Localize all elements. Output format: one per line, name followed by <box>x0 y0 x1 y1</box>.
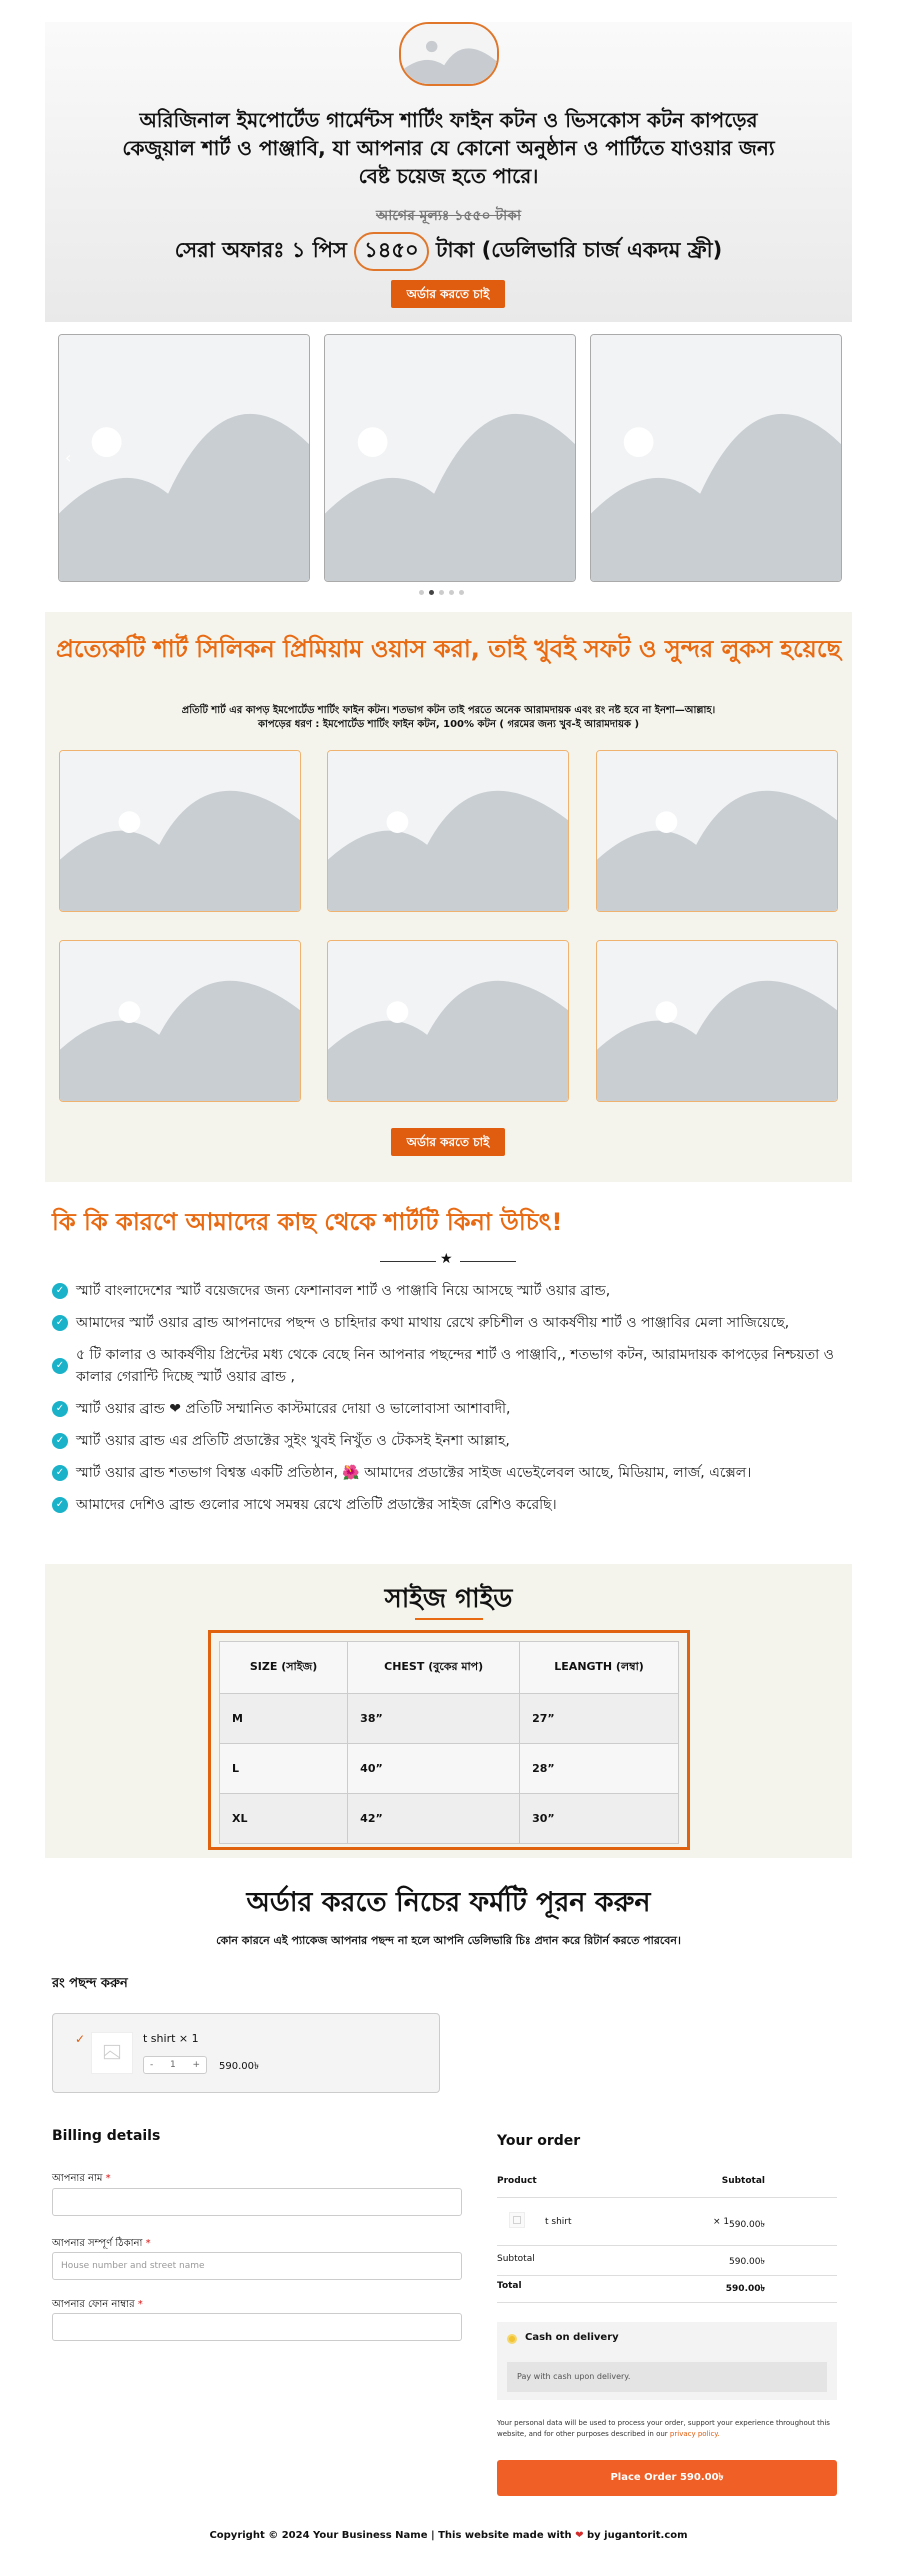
payment-note: Pay with cash upon delivery. <box>507 2362 827 2392</box>
list-item <box>52 1494 852 1516</box>
col-subtotal: Subtotal <box>721 2176 765 2186</box>
features-subtitle-line-2: কাপড়ের ধরণ : ইমপোর্টেড শার্টিং ফাইন কটন, 100% কটন ( গরমের জন্য খুব-ই আরামদায়ক ) <box>257 719 640 730</box>
image-placeholder-icon <box>325 335 575 581</box>
gallery-image[interactable] <box>596 750 838 912</box>
your-order-title: Your order <box>497 2133 581 2149</box>
slider-dot[interactable] <box>439 590 444 595</box>
slider-dots <box>419 590 464 595</box>
image-placeholder-icon <box>597 941 837 1101</box>
check-circle-icon: ✓ <box>52 1465 68 1481</box>
product-thumbnail <box>509 2212 525 2228</box>
reason-text: আমাদের দেশিও ব্রান্ড গুলোর সাথে সমন্বয় রেখে প্রতিটি প্রডাক্টের সাইজ রেশিও করেছি। <box>76 1497 557 1513</box>
order-button-hero[interactable]: অর্ডার করতে চাই <box>391 280 505 308</box>
subtotal-value: 590.00৳ <box>729 2257 765 2267</box>
order-item-row <box>497 2204 837 2246</box>
table-cell: L <box>220 1744 348 1794</box>
payment-radio[interactable] <box>507 2334 517 2344</box>
name-field[interactable] <box>52 2188 462 2216</box>
list-item <box>52 1312 852 1334</box>
product-thumbnail <box>91 2032 133 2074</box>
image-placeholder-icon <box>510 2213 524 2227</box>
size-guide-title: সাইজ গাইড <box>384 1584 513 1614</box>
table-cell: 27” <box>520 1694 679 1744</box>
gallery-image[interactable] <box>327 750 569 912</box>
order-item-price: 590.00৳ <box>729 2220 765 2230</box>
product-variant-option[interactable] <box>52 2013 440 2093</box>
logo-image-placeholder <box>399 22 499 86</box>
table-row <box>220 1694 679 1744</box>
variant-name: t shirt × 1 <box>143 2032 199 2045</box>
table-header: LEANGTH (লম্বা) <box>520 1642 679 1694</box>
check-circle-icon: ✓ <box>52 1283 68 1299</box>
table-row <box>220 1744 679 1794</box>
reason-text: স্মার্ট ওয়ার ব্রান্ড ❤ প্রতিটি সম্মানিত কাস্টমারের দোয়া ও ভালোবাসা আশাবাদী, <box>76 1401 511 1417</box>
heart-icon: ❤ <box>575 2530 584 2541</box>
order-item-qty: × 1 <box>713 2217 730 2227</box>
list-item <box>52 1430 852 1452</box>
footer <box>0 2530 897 2541</box>
reasons-list <box>52 1280 852 1526</box>
old-price: আগের মূল্যঃ ১৫৫০ টাকা <box>375 208 522 224</box>
billing-title: Billing details <box>52 2128 161 2144</box>
offer-price: ১৪৫০ <box>354 232 429 271</box>
check-circle-icon: ✓ <box>52 1358 68 1374</box>
divider-line <box>460 1261 516 1262</box>
reason-text: আমাদের স্মার্ট ওয়ার ব্রান্ড আপনাদের পছন্দ ও চাহিদার কথা মাথায় রেখে রুচিশীল ও আকর্ষণীয় শার্ট ও পাঞ্জাবির মেলা সাজিয়েছে, <box>76 1315 790 1331</box>
footer-credit[interactable]: by jugantorit.com <box>587 2530 688 2541</box>
name-label: আপনার নাম * <box>52 2173 111 2184</box>
total-value: 590.00৳ <box>725 2284 765 2294</box>
hero-title: অরিজিনাল ইমপোর্টেড গার্মেন্টস শার্টিং ফাইন কটন ও ভিসকোস কটন কাপড়ের কেজুয়াল শার্ট ও পাঞ্জাবি, যা আপনার যে কোনো অনুষ্ঠান ও পার্টিতে যাওয়ার জন্য বেষ্ট চয়েজ হতে পারে। <box>122 108 775 188</box>
total-label: Total <box>497 2281 522 2291</box>
size-guide-section <box>45 1564 852 1858</box>
slider-dot-active[interactable] <box>429 590 434 595</box>
features-subtitle-line-1: প্রতিটি শার্ট এর কাপড় ইমপোর্টেড শার্টিং ফাইন কটন। শতভাগ কটন তাই পরতে অনেক আরামদায়ক এবং রং নষ্ট হবে না ইনশা—আল্লাহ। <box>181 705 716 716</box>
title-divider <box>380 1251 516 1267</box>
image-placeholder-icon <box>401 24 497 84</box>
offer-price-line <box>45 232 852 271</box>
qty-value: 1 <box>169 2060 176 2070</box>
image-placeholder-icon <box>92 2033 132 2073</box>
check-circle-icon: ✓ <box>52 1497 68 1513</box>
image-placeholder-icon <box>59 335 309 581</box>
table-cell: 38” <box>348 1694 520 1744</box>
image-placeholder-icon <box>597 751 837 911</box>
slider-prev-arrow-icon[interactable]: ‹ <box>65 448 72 467</box>
col-product: Product <box>497 2176 537 2186</box>
table-cell: M <box>220 1694 348 1744</box>
reason-text: স্মার্ট বাংলাদেশের স্মার্ট বয়েজদের জন্য ফেশানাবল শার্ট ও পাঞ্জাবি নিয়ে আসছে স্মার্ট ওয়ার ব্রান্ড, <box>76 1283 611 1299</box>
gallery-image[interactable] <box>596 940 838 1102</box>
order-table-header <box>497 2176 837 2198</box>
size-table-frame <box>208 1630 690 1850</box>
order-form-subtitle: কোন কারনে এই প্যাকেজ আপনার পছন্দ না হলে আপনি ডেলিভারি চিঃ প্রদান করে রিটার্ন করতে পারবেন। <box>216 1934 681 1947</box>
list-item <box>52 1344 852 1388</box>
slide-image-1[interactable] <box>58 334 310 582</box>
product-slider <box>45 330 852 600</box>
check-circle-icon: ✓ <box>52 1315 68 1331</box>
table-row <box>220 1794 679 1844</box>
divider-line <box>380 1261 436 1262</box>
qty-plus-button[interactable]: + <box>192 2060 200 2070</box>
reasons-title: কি কি কারণে আমাদের কাছ থেকে শার্টটি কিনা উচিৎ! <box>52 1208 563 1236</box>
table-header: CHEST (বুকের মাপ) <box>348 1642 520 1694</box>
features-subtitle <box>65 704 832 732</box>
size-guide-underline <box>415 1618 483 1620</box>
image-placeholder-icon <box>591 335 841 581</box>
check-icon: ✓ <box>75 2032 86 2046</box>
footer-text: Copyright © 2024 Your Business Name | This website made with <box>209 2530 572 2541</box>
variant-price: 590.00৳ <box>219 2061 259 2072</box>
place-order-button[interactable]: Place Order 590.00৳ <box>497 2460 837 2496</box>
check-circle-icon: ✓ <box>52 1433 68 1449</box>
table-header: SIZE (সাইজ) <box>220 1642 348 1694</box>
phone-field[interactable] <box>52 2313 462 2341</box>
list-item <box>52 1280 852 1302</box>
payment-method-box <box>497 2322 837 2400</box>
quantity-stepper[interactable] <box>143 2056 207 2074</box>
slider-dot[interactable] <box>419 590 424 595</box>
slide-image-2[interactable] <box>324 334 576 582</box>
slider-dot[interactable] <box>459 590 464 595</box>
offer-suffix: টাকা (ডেলিভারি চার্জ একদম ফ্রী) <box>436 238 723 262</box>
check-circle-icon: ✓ <box>52 1401 68 1417</box>
order-item-name: t shirt <box>545 2217 572 2227</box>
reason-text: স্মার্ট ওয়ার ব্রান্ড এর প্রতিটি প্রডাক্টের সুইং খুবই নিখুঁত ও টেকসই ইনশা আল্লাহ, <box>76 1433 510 1449</box>
table-cell: 40” <box>348 1744 520 1794</box>
address-field[interactable]: House number and street name <box>52 2252 462 2280</box>
features-section <box>45 612 852 1182</box>
privacy-notice <box>497 2418 841 2440</box>
offer-prefix: সেরা অফারঃ ১ পিস <box>174 238 347 262</box>
subtotal-label: Subtotal <box>497 2254 535 2264</box>
slide-image-3[interactable] <box>590 334 842 582</box>
table-cell: 30” <box>520 1794 679 1844</box>
image-placeholder-icon <box>60 751 300 911</box>
order-button-features[interactable]: অর্ডার করতে চাই <box>391 1128 505 1156</box>
phone-label: আপনার ফোন নাম্বার * <box>52 2299 143 2310</box>
list-item <box>52 1462 852 1484</box>
features-title: প্রত্যেকটি শার্ট সিলিকন প্রিমিয়াম ওয়াস করা, তাই খুবই সফট ও সুন্দর লুকস হয়েছে <box>55 635 842 663</box>
table-cell: 42” <box>348 1794 520 1844</box>
qty-minus-button[interactable]: - <box>150 2060 154 2070</box>
image-placeholder-icon <box>328 751 568 911</box>
size-table <box>219 1641 679 1844</box>
gallery-image[interactable] <box>59 940 301 1102</box>
total-row <box>497 2281 837 2303</box>
address-label: আপনার সম্পূর্ণ ঠিকানা * <box>52 2238 151 2249</box>
privacy-policy-link[interactable]: privacy policy. <box>669 2430 720 2438</box>
gallery-image[interactable] <box>59 750 301 912</box>
table-header-row <box>220 1642 679 1694</box>
subtotal-row <box>497 2254 837 2276</box>
hero-section <box>45 22 852 322</box>
privacy-text: Your personal data will be used to process your order, support your experience throughout this website, and for other purposes described in our <box>497 2419 830 2438</box>
image-placeholder-icon <box>328 941 568 1101</box>
slider-dot[interactable] <box>449 590 454 595</box>
payment-method-label[interactable]: Cash on delivery <box>525 2332 619 2343</box>
list-item <box>52 1398 852 1420</box>
reason-text: ৫ টি কালার ও আকর্ষণীয় প্রিন্টের মধ্য থেকে বেছে নিন আপনার পছন্দের শার্ট ও পাঞ্জাবি,, শতভাগ কটন, আরামদায়ক কাপড়ের নিশ্চয়তা ও কালার গেরান্টি দিচ্ছে স্মার্ট ওয়ার ব্রান্ড , <box>76 1347 834 1385</box>
color-choice-label: রং পছন্দ করুন <box>52 1976 128 1991</box>
table-cell: XL <box>220 1794 348 1844</box>
image-placeholder-icon <box>60 941 300 1101</box>
table-cell: 28” <box>520 1744 679 1794</box>
reason-text: স্মার্ট ওয়ার ব্রান্ড শতভাগ বিশ্বস্ত একটি প্রতিষ্ঠান, 🌺 আমাদের প্রডাক্টের সাইজ এভেইলেবল আছে, মিডিয়াম, লার্জ, এক্সেল। <box>76 1465 752 1481</box>
order-form-title: অর্ডার করতে নিচের ফর্মটি পূরন করুন <box>246 1887 651 1918</box>
gallery-image[interactable] <box>327 940 569 1102</box>
star-icon: ★ <box>440 1251 453 1267</box>
